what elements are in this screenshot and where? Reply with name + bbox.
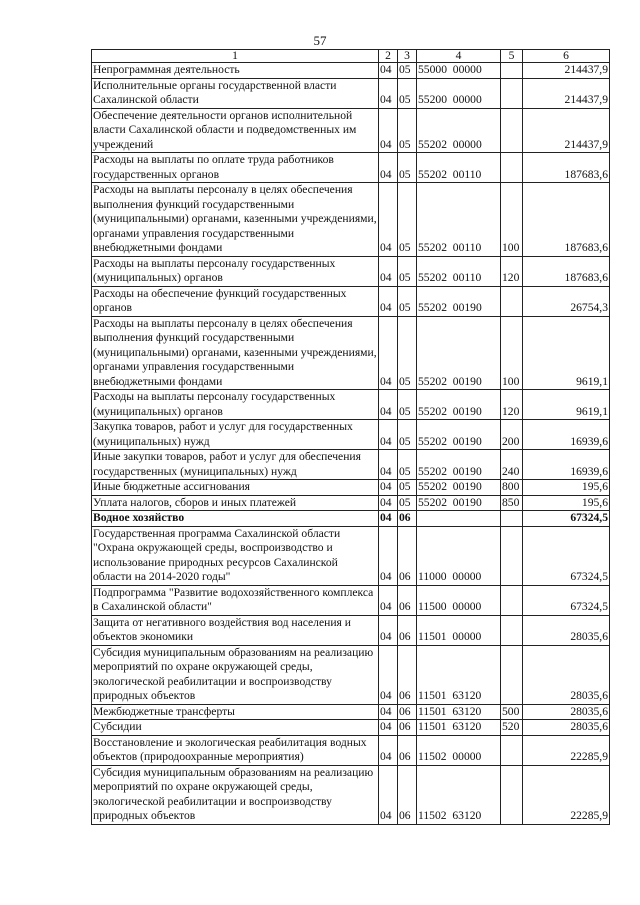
row-name-cell: Субсидии xyxy=(92,720,379,736)
section-code-cell: 04 xyxy=(379,78,398,108)
expense-type-cell xyxy=(501,526,523,585)
amount-cell: 28035,6 xyxy=(523,720,610,736)
subsection-code-cell: 06 xyxy=(398,511,417,527)
subsection-code-cell: 05 xyxy=(398,108,417,153)
table-row xyxy=(92,78,610,108)
table-row xyxy=(92,585,610,615)
amount-cell: 214437,9 xyxy=(523,78,610,108)
target-article-cell: 11500 00000 xyxy=(417,585,501,615)
target-article-cell: 55000 00000 xyxy=(417,63,501,79)
amount-cell: 187683,6 xyxy=(523,183,610,257)
amount-cell: 195,6 xyxy=(523,495,610,511)
row-name-cell: Расходы на обеспечение функций государственных органов xyxy=(92,286,379,316)
subsection-code-cell: 06 xyxy=(398,704,417,720)
subsection-code-cell: 05 xyxy=(398,390,417,420)
subsection-code-cell: 06 xyxy=(398,765,417,824)
amount-cell: 187683,6 xyxy=(523,256,610,286)
row-name-cell: Расходы на выплаты персоналу государственных (муниципальных) органов xyxy=(92,256,379,286)
target-article-cell: 55202 00190 xyxy=(417,286,501,316)
subsection-code-cell: 06 xyxy=(398,585,417,615)
subsection-code-cell: 05 xyxy=(398,316,417,390)
table-row xyxy=(92,183,610,257)
expense-type-cell: 200 xyxy=(501,420,523,450)
section-code-cell: 04 xyxy=(379,704,398,720)
amount-cell: 16939,6 xyxy=(523,450,610,480)
amount-cell: 67324,5 xyxy=(523,526,610,585)
row-name-cell: Непрограммная деятельность xyxy=(92,63,379,79)
target-article-cell: 55202 00190 xyxy=(417,420,501,450)
expense-type-cell: 120 xyxy=(501,390,523,420)
expense-type-cell: 100 xyxy=(501,316,523,390)
row-name-cell: Водное хозяйство xyxy=(92,511,379,527)
amount-cell: 195,6 xyxy=(523,480,610,496)
row-name-cell: Иные закупки товаров, работ и услуг для обеспечения государственных (муниципальных) нужд xyxy=(92,450,379,480)
table-row xyxy=(92,720,610,736)
column-header: 3 xyxy=(398,50,417,63)
section-code-cell: 04 xyxy=(379,256,398,286)
expense-type-cell xyxy=(501,645,523,704)
amount-cell: 214437,9 xyxy=(523,108,610,153)
section-code-cell: 04 xyxy=(379,720,398,736)
table-row xyxy=(92,63,610,79)
section-code-cell: 04 xyxy=(379,615,398,645)
subsection-code-cell: 05 xyxy=(398,450,417,480)
page-number: 57 xyxy=(313,33,327,48)
target-article-cell: 55202 00110 xyxy=(417,183,501,257)
table-row xyxy=(92,108,610,153)
table-row xyxy=(92,480,610,496)
column-header: 5 xyxy=(501,50,523,63)
section-code-cell: 04 xyxy=(379,511,398,527)
table-row xyxy=(92,526,610,585)
expense-type-cell: 120 xyxy=(501,256,523,286)
table-row xyxy=(92,645,610,704)
target-article-cell: 55202 00000 xyxy=(417,108,501,153)
target-article-cell: 55202 00110 xyxy=(417,256,501,286)
section-code-cell: 04 xyxy=(379,420,398,450)
row-name-cell: Расходы на выплаты персоналу в целях обеспечения выполнения функций государственными (муниципальными) органами, казенными учреждениями, органами управления государственными внебюджетными фондами xyxy=(93,316,377,388)
subsection-code-cell: 06 xyxy=(398,526,417,585)
table-row xyxy=(92,390,610,420)
subsection-code-cell: 05 xyxy=(398,495,417,511)
column-header: 1 xyxy=(92,50,379,63)
subsection-code-cell: 05 xyxy=(398,256,417,286)
target-article-cell: 55202 00110 xyxy=(417,153,501,183)
target-article-cell: 11000 00000 xyxy=(417,526,501,585)
section-code-cell: 04 xyxy=(379,480,398,496)
row-name-cell: Расходы на выплаты персоналу государственных (муниципальных) органов xyxy=(92,390,379,420)
expense-type-cell xyxy=(501,511,523,527)
target-article-cell: 55202 00190 xyxy=(417,450,501,480)
amount-cell: 22285,9 xyxy=(523,765,610,824)
row-name-cell: Защита от негативного воздействия вод населения и объектов экономики xyxy=(92,615,379,645)
row-name-cell: Подпрограмма "Развитие водохозяйственного комплекса в Сахалинской области" xyxy=(92,585,379,615)
amount-cell: 9619,1 xyxy=(523,390,610,420)
column-header: 2 xyxy=(379,50,398,63)
table-row xyxy=(92,256,610,286)
expense-type-cell: 850 xyxy=(501,495,523,511)
section-code-cell: 04 xyxy=(379,316,398,390)
amount-cell: 28035,6 xyxy=(523,704,610,720)
expense-type-cell: 800 xyxy=(501,480,523,496)
subsection-code-cell: 05 xyxy=(398,286,417,316)
amount-cell: 28035,6 xyxy=(523,645,610,704)
section-code-cell: 04 xyxy=(379,390,398,420)
row-name-cell: Обеспечение деятельности органов исполнительной власти Сахалинской области и подведомственных им учреждений xyxy=(92,108,379,153)
target-article-cell: 11501 63120 xyxy=(417,720,501,736)
subsection-code-cell: 05 xyxy=(398,78,417,108)
subsection-code-cell: 05 xyxy=(398,420,417,450)
table-row xyxy=(92,765,610,824)
expense-type-cell: 100 xyxy=(501,183,523,257)
row-name-cell: Субсидия муниципальным образованиям на реализацию мероприятий по охране окружающей среды, экологической реабилитации и воспроизводству природных объектов xyxy=(92,765,379,824)
target-article-cell: 55202 00190 xyxy=(417,480,501,496)
amount-cell: 67324,5 xyxy=(523,585,610,615)
section-code-cell: 04 xyxy=(379,735,398,765)
subsection-code-cell: 05 xyxy=(398,63,417,79)
target-article-cell xyxy=(417,511,501,527)
section-code-cell: 04 xyxy=(379,108,398,153)
amount-cell: 16939,6 xyxy=(523,420,610,450)
subsection-code-cell: 06 xyxy=(398,735,417,765)
section-code-cell: 04 xyxy=(379,526,398,585)
expense-type-cell xyxy=(501,78,523,108)
section-code-cell: 04 xyxy=(379,585,398,615)
expense-type-cell xyxy=(501,765,523,824)
section-code-cell: 04 xyxy=(379,63,398,79)
row-name-cell: Закупка товаров, работ и услуг для государственных (муниципальных) нужд xyxy=(92,420,379,450)
section-code-cell: 04 xyxy=(379,153,398,183)
target-article-cell: 11501 00000 xyxy=(417,615,501,645)
amount-cell: 214437,9 xyxy=(523,63,610,79)
subsection-code-cell: 06 xyxy=(398,720,417,736)
row-name-cell: Исполнительные органы государственной власти Сахалинской области xyxy=(92,78,379,108)
section-code-cell: 04 xyxy=(379,450,398,480)
target-article-cell: 55202 00190 xyxy=(417,390,501,420)
table-row xyxy=(92,615,610,645)
target-article-cell: 11501 63120 xyxy=(417,645,501,704)
subsection-code-cell: 05 xyxy=(398,183,417,257)
expense-type-cell xyxy=(501,735,523,765)
subsection-code-cell: 06 xyxy=(398,615,417,645)
section-code-cell: 04 xyxy=(379,495,398,511)
row-name-cell: Межбюджетные трансферты xyxy=(92,704,379,720)
amount-cell: 187683,6 xyxy=(523,153,610,183)
target-article-cell: 55200 00000 xyxy=(417,78,501,108)
expense-type-cell: 240 xyxy=(501,450,523,480)
section-code-cell: 04 xyxy=(379,286,398,316)
amount-cell: 22285,9 xyxy=(523,735,610,765)
amount-cell: 9619,1 xyxy=(523,316,610,390)
column-header: 4 xyxy=(417,50,501,63)
amount-cell: 67324,5 xyxy=(523,511,610,527)
target-article-cell: 11501 63120 xyxy=(417,704,501,720)
row-name-cell: Восстановление и экологическая реабилитация водных объектов (природоохранные мероприятия) xyxy=(92,735,379,765)
target-article-cell: 11502 00000 xyxy=(417,735,501,765)
row-name-cell: Государственная программа Сахалинской области "Охрана окружающей среды, воспроизводство и использование природных ресурсов Сахалинской области на 2014-2020 годы" xyxy=(92,526,379,585)
subsection-code-cell: 05 xyxy=(398,153,417,183)
table-row xyxy=(92,704,610,720)
row-name-cell: Расходы на выплаты по оплате труда работников государственных органов xyxy=(92,153,379,183)
expense-type-cell xyxy=(501,153,523,183)
section-code-cell: 04 xyxy=(379,183,398,257)
table-row xyxy=(92,495,610,511)
table-row xyxy=(92,316,610,390)
row-name-cell: Уплата налогов, сборов и иных платежей xyxy=(92,495,379,511)
section-code-cell: 04 xyxy=(379,765,398,824)
subsection-code-cell: 06 xyxy=(398,645,417,704)
expense-type-cell xyxy=(501,615,523,645)
section-code-cell: 04 xyxy=(379,645,398,704)
target-article-cell: 55202 00190 xyxy=(417,316,501,390)
table-row xyxy=(92,420,610,450)
table-header-row xyxy=(92,50,610,63)
row-name-cell: Расходы на выплаты персоналу в целях обеспечения выполнения функций государственными (муниципальными) органами, казенными учреждениями, органами управления государственными внебюджетными фондами xyxy=(93,183,377,254)
expense-type-cell: 520 xyxy=(501,720,523,736)
budget-table xyxy=(91,49,610,825)
row-name-cell: Иные бюджетные ассигнования xyxy=(92,480,379,496)
column-header: 6 xyxy=(523,50,610,63)
table-row xyxy=(92,735,610,765)
table-row xyxy=(92,153,610,183)
expense-type-cell xyxy=(501,585,523,615)
target-article-cell: 11502 63120 xyxy=(417,765,501,824)
expense-type-cell: 500 xyxy=(501,704,523,720)
row-name-cell: Субсидия муниципальным образованиям на реализацию мероприятий по охране окружающей среды, экологической реабилитации и воспроизводству природных объектов xyxy=(92,645,379,704)
target-article-cell: 55202 00190 xyxy=(417,495,501,511)
amount-cell: 28035,6 xyxy=(523,615,610,645)
expense-type-cell xyxy=(501,63,523,79)
amount-cell: 26754,3 xyxy=(523,286,610,316)
expense-type-cell xyxy=(501,108,523,153)
table-row xyxy=(92,450,610,480)
table-row xyxy=(92,286,610,316)
table-row xyxy=(92,511,610,527)
subsection-code-cell: 05 xyxy=(398,480,417,496)
expense-type-cell xyxy=(501,286,523,316)
